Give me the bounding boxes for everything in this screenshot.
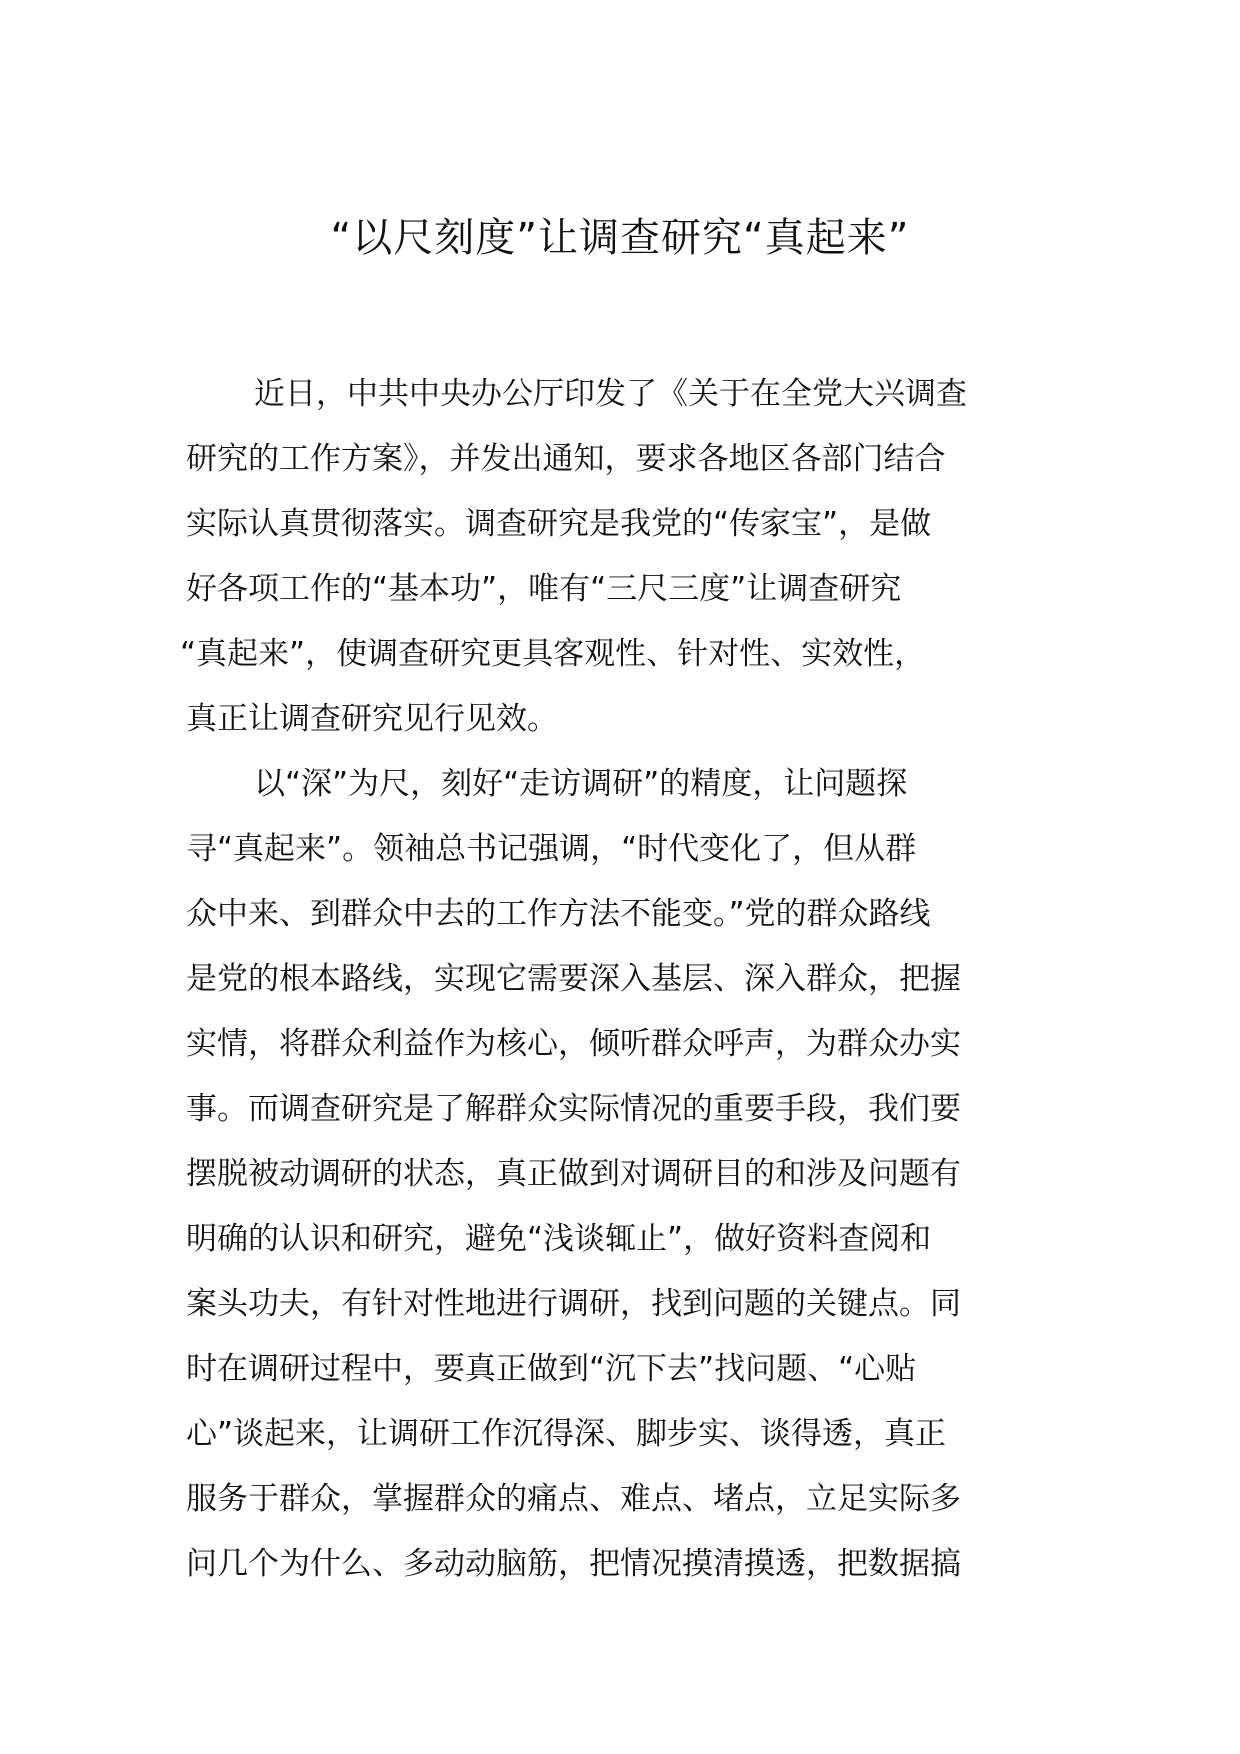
document-title: “以尺刻度”让调查研究“真起来”	[330, 215, 910, 261]
paragraph-line: 好各项工作的“基本功”，唯有“三尺三度”让调查研究	[186, 571, 902, 607]
paragraph-line: 心”谈起来，让调研工作沉得深、脚步实、谈得透，真正	[186, 1416, 947, 1452]
paragraph-line: 寻“真起来”。领袖总书记强调，“时代变化了，但从群	[186, 831, 917, 867]
paragraph-line: 服务于群众，掌握群众的痛点、难点、堵点，立足实际多	[186, 1481, 961, 1517]
paragraph-line: 实情，将群众利益作为核心，倾听群众呼声，为群众办实	[186, 1026, 961, 1062]
paragraph-line: 是党的根本路线，实现它需要深入基层、深入群众，把握	[186, 961, 961, 997]
document-body	[180, 362, 1054, 1597]
paragraph-line: 摆脱被动调研的状态，真正做到对调研目的和涉及问题有	[186, 1156, 961, 1192]
paragraph-line: 实际认真贯彻落实。调查研究是我党的“传家宝”，是做	[186, 506, 932, 542]
paragraph-line: 问几个为什么、多动动脑筋，把情况摸清摸透，把数据搞	[186, 1546, 961, 1582]
paragraph-line: 案头功夫，有针对性地进行调研，找到问题的关键点。同	[186, 1286, 961, 1322]
paragraph-1	[180, 362, 1054, 752]
paragraph-line: 研究的工作方案》，并发出通知，要求各地区各部门结合	[186, 441, 946, 477]
paragraph-line: 真正让调查研究见行见效。	[186, 701, 558, 737]
paragraph-line: 事。而调查研究是了解群众实际情况的重要手段，我们要	[186, 1091, 961, 1127]
paragraph-line: 近日，中共中央办公厅印发了《关于在全党大兴调查	[254, 376, 967, 412]
paragraph-line: “真起来”，使调查研究更具客观性、针对性、实效性，	[180, 636, 926, 672]
paragraph-line: 时在调研过程中，要真正做到“沉下去”找问题、“心贴	[186, 1351, 917, 1387]
paragraph-line: 明确的认识和研究，避免“浅谈辄止”，做好资料查阅和	[186, 1221, 932, 1257]
paragraph-line: 以“深”为尺，刻好“走访调研”的精度，让问题探	[254, 766, 908, 802]
paragraph-line: 众中来、到群众中去的工作方法不能变。”党的群众路线	[186, 896, 931, 932]
paragraph-2	[186, 752, 1054, 1597]
